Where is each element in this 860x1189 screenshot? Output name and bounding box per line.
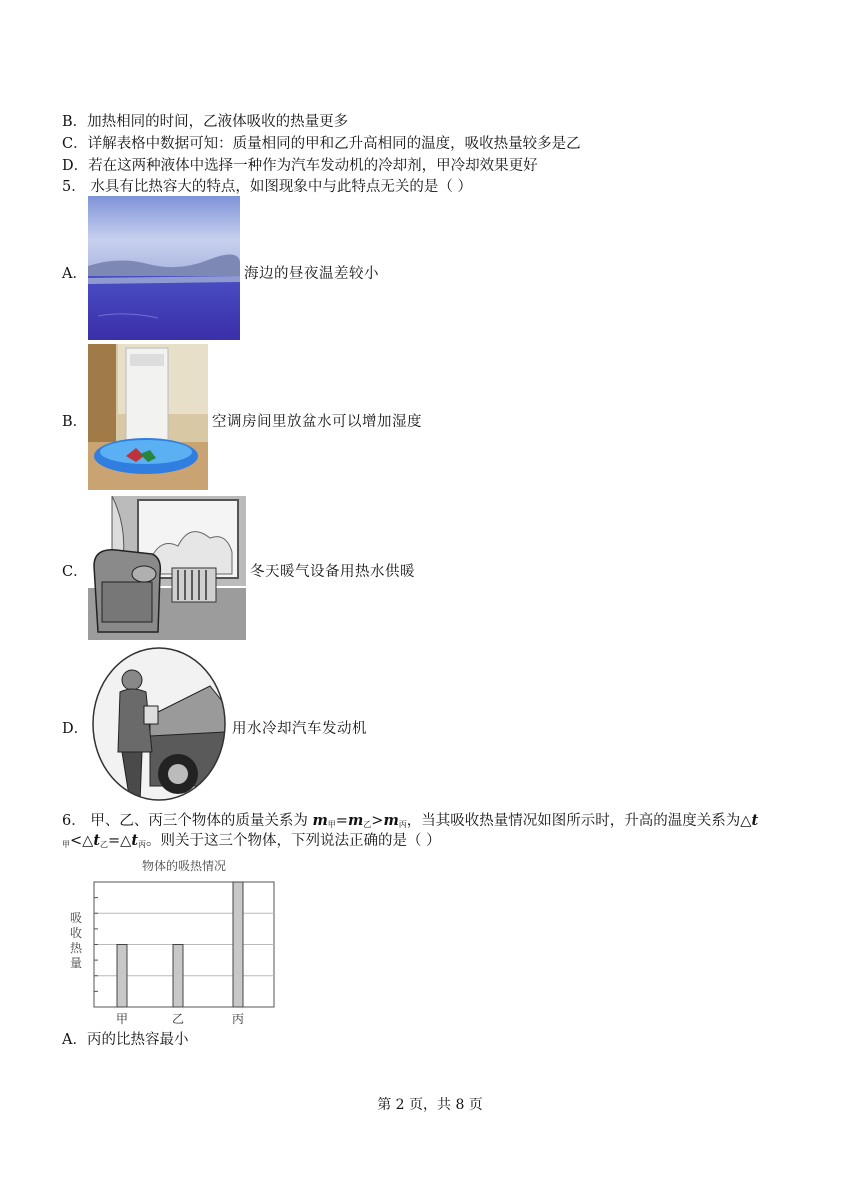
greater-sign: > bbox=[371, 813, 384, 829]
q5-option-a-text: 海边的昼夜温差较小 bbox=[244, 266, 379, 282]
x-tick-label: 乙 bbox=[171, 1012, 185, 1026]
q5-option-a-letter: A． bbox=[62, 266, 87, 282]
x-tick-label: 甲 bbox=[115, 1012, 129, 1026]
radiator-heating-image bbox=[88, 496, 246, 640]
q6-number: 6． bbox=[62, 813, 86, 829]
less-delta: <△ bbox=[70, 833, 94, 849]
q5-option-d-letter: D． bbox=[62, 721, 89, 737]
sub-bing: 丙 bbox=[138, 840, 147, 849]
q5-option-c-text: 冬天暖气设备用热水供暖 bbox=[250, 564, 415, 580]
page-footer: 第 2 页，共 8 页 bbox=[377, 1097, 483, 1113]
mass-symbol: m bbox=[312, 812, 328, 829]
air-conditioner-basin-image bbox=[88, 344, 208, 490]
q5-option-b-text: 空调房间里放盆水可以增加湿度 bbox=[212, 414, 422, 430]
y-axis-label-char: 收 bbox=[69, 926, 83, 940]
sub-bing: 丙 bbox=[398, 820, 407, 829]
seaside-image bbox=[88, 196, 240, 340]
q6-text-1: 甲、乙、丙三个物体的质量关系为 bbox=[85, 813, 313, 829]
q6-text-3: 。则关于这三个物体，下列说法正确的是（ ） bbox=[146, 833, 441, 849]
sub-jia: 甲 bbox=[62, 840, 70, 849]
heat-absorption-chart bbox=[60, 852, 290, 1030]
temp-symbol: t bbox=[751, 812, 759, 829]
mass-symbol: m bbox=[347, 812, 364, 829]
y-axis-label-char: 吸 bbox=[69, 911, 83, 925]
q6-text-2: ，当其吸收热量情况如图所示时，升高的温度关系为△ bbox=[406, 813, 752, 829]
q6-option-a: A．丙的比热容最小 bbox=[62, 1032, 189, 1048]
chart-svg bbox=[60, 852, 290, 1030]
temp-symbol: t bbox=[131, 832, 139, 849]
equals-delta: =△ bbox=[108, 833, 132, 849]
q5-option-b-letter: B． bbox=[62, 414, 88, 430]
sub-yi: 乙 bbox=[100, 840, 109, 849]
equals-sign: = bbox=[335, 813, 348, 829]
q5-stem: 5． 水具有比热容大的特点，如图现象中与此特点无关的是（ ） bbox=[62, 179, 472, 195]
bar-丙 bbox=[233, 882, 243, 1007]
temp-symbol: t bbox=[93, 832, 101, 849]
bar-乙 bbox=[173, 945, 183, 1008]
engine-cooling-image bbox=[90, 646, 228, 802]
chart-title: 物体的吸热情况 bbox=[141, 859, 227, 873]
sub-yi: 乙 bbox=[363, 820, 372, 829]
q5-option-c-letter: C． bbox=[62, 564, 88, 580]
y-axis-label-char: 热 bbox=[69, 941, 83, 955]
bar-甲 bbox=[117, 945, 127, 1008]
x-tick-label: 丙 bbox=[231, 1012, 245, 1026]
prev-option-c: C．详解表格中数据可知：质量相同的甲和乙升高相同的温度，吸收热量较多是乙 bbox=[62, 136, 581, 152]
sub-jia: 甲 bbox=[327, 820, 336, 829]
prev-option-b: B．加热相同的时间，乙液体吸收的热量更多 bbox=[62, 114, 349, 130]
mass-symbol: m bbox=[383, 812, 399, 829]
q5-option-d-text: 用水冷却汽车发动机 bbox=[232, 721, 367, 737]
y-axis-label-char: 量 bbox=[69, 956, 83, 970]
prev-option-d: D．若在这两种液体中选择一种作为汽车发动机的冷却剂，甲冷却效果更好 bbox=[62, 158, 538, 174]
